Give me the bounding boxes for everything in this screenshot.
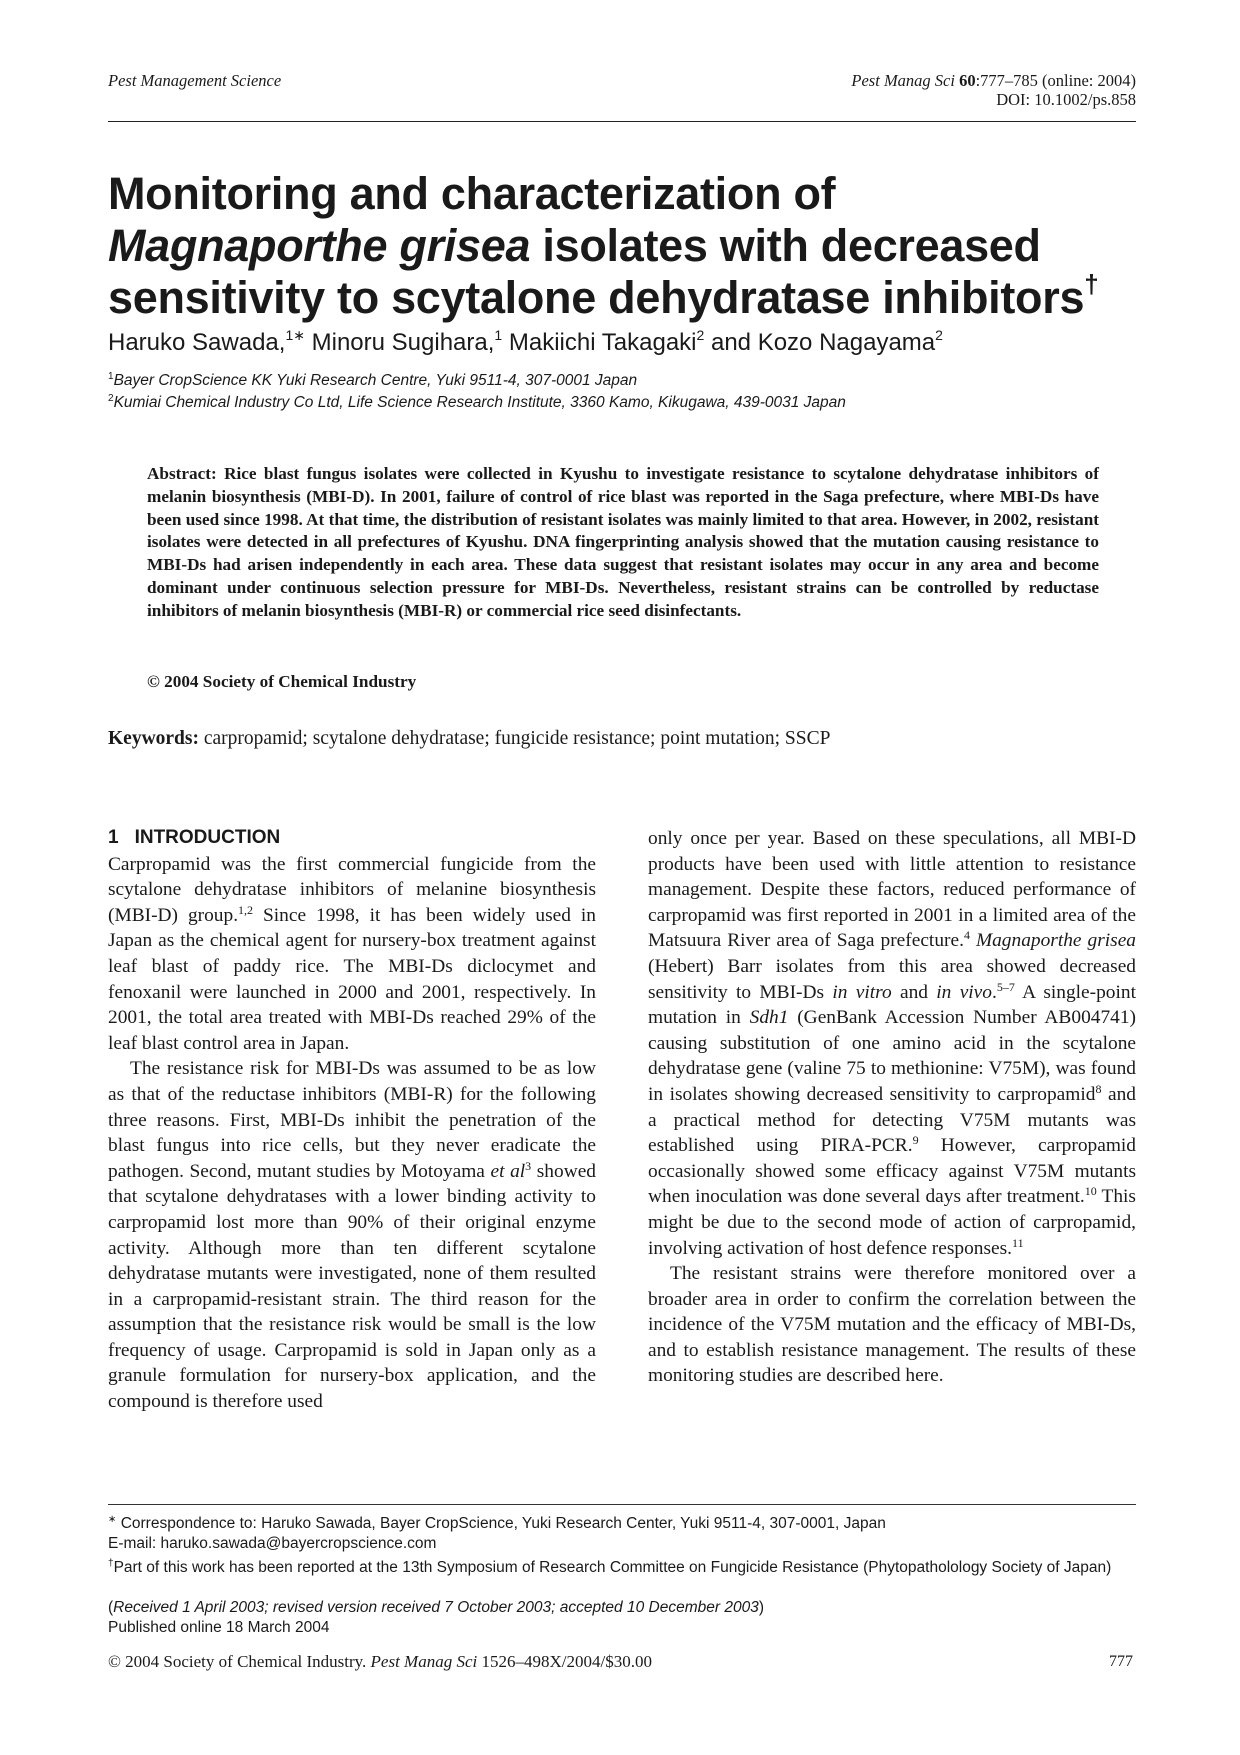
text-run: and [891, 981, 937, 1003]
footnote-presentation [108, 1558, 1136, 1578]
affiliation-mark: 2 [108, 393, 114, 404]
citation-ref: 10 [1084, 1184, 1097, 1199]
citation-ref: 9 [912, 1133, 919, 1148]
body-column-right [648, 826, 1136, 1389]
author-name: and Kozo Nagayama [704, 329, 936, 356]
text-run: . [992, 981, 997, 1003]
citation-line [851, 71, 1136, 90]
section-number: 1 [108, 827, 119, 848]
author-name: Minoru Sugihara, [304, 329, 495, 356]
author-name: Haruko Sawada, [108, 329, 286, 356]
text-run: However, carpropamid occasionally showed some efficacy against V75M mutants when inoculation was done several days after treatment. [648, 1135, 1136, 1208]
title-line-2: isolates with decreased [530, 220, 1041, 271]
text-run: Magnaporthe grisea [969, 930, 1136, 952]
author-affiliation-mark: 2 [696, 327, 705, 343]
keywords-text: carpropamid; scytalone dehydratase; fungicide resistance; point mutation; SSCP [199, 728, 831, 749]
title-dagger: † [1084, 269, 1099, 299]
citation-ref: 5–7 [996, 979, 1015, 994]
affiliation [108, 394, 846, 412]
header-rule [108, 121, 1136, 122]
footnote-mark: † [108, 1558, 114, 1569]
text-run: Received 1 April 2003; revised version received 7 October 2003; accepted 10 December 2003 [113, 1599, 759, 1616]
affiliation [108, 372, 637, 390]
running-header-journal: Pest Management Science [108, 71, 282, 90]
abstract-copyright: © 2004 Society of Chemical Industry [147, 672, 417, 691]
text-run: ) [758, 1599, 764, 1616]
text-run: Sdh1 [749, 1007, 789, 1029]
affiliation-text: Bayer CropScience KK Yuki Research Centre, Yuki 9511-4, 307-0001 Japan [113, 372, 638, 389]
text-run: only once per year. Based on these speculations, all MBI-D products have been used with little attention to resistance management. Despite these factors, reduced performance of carpropamid was first reported in 2001 in a limited area of the Matsuura River area of Saga prefecture. [648, 828, 1136, 952]
footnote-published: Published online 18 March 2004 [108, 1619, 330, 1636]
section-heading [108, 826, 596, 850]
text-run: et al [490, 1160, 526, 1182]
paragraph: The resistant strains were therefore monitored over a broader area in order to confirm the correlation between the incidence of the V75M mutation and the efficacy of MBI-Ds, and to establish resistance management. The results of these monitoring studies are described here. [648, 1263, 1136, 1387]
citation-ref: 8 [1095, 1081, 1102, 1096]
text-run: Pest Manag Sci [370, 1652, 478, 1671]
text-run: and a practical method for detecting V75M mutants was established using PIRA-PCR. [648, 1083, 1136, 1157]
author-affiliation-mark: 1∗ [285, 327, 305, 343]
text-run: Part of this work has been reported at the 13th Symposium of Research Committee on Fungicide Resistance (Phytopatholology Society of Japan) [113, 1559, 1112, 1576]
citation-ref: 3 [525, 1158, 532, 1173]
citation-volume: 60 [959, 71, 976, 90]
paragraph [108, 1056, 596, 1414]
text-run: Since 1998, it has been widely used in Japan as the chemical agent for nursery-box treatment against leaf blast of paddy rice. The MBI-Ds diclocymet and fenoxanil were launched in 2000 and 2001, respectively. In 2001, the total area treated with MBI-Ds reached 29% of the leaf blast control area in Japan. [108, 904, 596, 1054]
body-column-left [108, 826, 596, 1415]
author-list [108, 328, 943, 358]
text-run: 1526–498X/2004/$30.00 [477, 1652, 652, 1671]
text-run: in vivo [936, 981, 992, 1003]
paragraph [648, 826, 1136, 1261]
author-affiliation-mark: 1 [494, 327, 503, 343]
footnote-mark: ∗ [108, 1514, 117, 1525]
citation-ref: 11 [1012, 1235, 1024, 1250]
article-title [108, 168, 1148, 324]
text-run: (Hebert) Barr isolates from this area showed decreased sensitivity to MBI-Ds [648, 955, 1136, 1003]
text-run: Carpropamid was the first commercial fungicide from the scytalone dehydratase inhibitors of melanine biosynthesis (MBI-D) group. [108, 853, 596, 926]
text-run: showed that scytalone dehydratases with a lower binding activity to carpropamid lost more than 90% of their original enzyme activity. Although more than ten different scytalone dehydratase mutants were investigated, none of them resulted in a carpropamid-resistant strain. The third reason for the assumption that the resistance risk would be small is the low frequency of usage. Carpropamid is sold in Japan only as a granule formulation for nursery-box application, and the compound is therefore used [108, 1160, 596, 1413]
paragraph [108, 852, 596, 1057]
text-run: ( [108, 1599, 114, 1616]
title-species: Magnaporthe grisea [108, 220, 531, 271]
text-run: This might be due to the second mode of action of carpropamid, involving activation of host defence responses. [648, 1186, 1136, 1259]
page-footer-copyright [108, 1652, 652, 1672]
citation-ref: 4 [963, 928, 970, 943]
affiliation-text: Kumiai Chemical Industry Co Ltd, Life Science Research Institute, 3360 Kamo, Kikugawa, 439-0031 Japan [113, 394, 846, 411]
abstract: Abstract: Rice blast fungus isolates were collected in Kyushu to investigate resistance to scytalone dehydratase inhibitors of melanin biosynthesis (MBI-D). In 2001, failure of control of rice blast was reported in the Saga prefecture, where MBI-Ds have been used since 1998. At that time, the distribution of resistant isolates was mainly limited to that area. However, in 2002, resistant isolates were detected in all prefectures of Kyushu. DNA fingerprinting analysis showed that the mutation causing resistance to MBI-Ds had arisen independently in each area. These data suggest that resistant isolates may occur in any area and become dominant under continuous selection pressure for MBI-Ds. Nevertheless, resistant strains can be controlled by reductase inhibitors of melanin biosynthesis (MBI-R) or commercial rice seed disinfectants. [147, 464, 1099, 620]
citation-ref: 1,2 [238, 902, 254, 917]
keywords-label: Keywords: [108, 728, 199, 749]
text-run: The resistance risk for MBI-Ds was assumed to be as low as that of the reductase inhibitors (MBI-R) for the following three reasons. First, MBI-Ds inhibit the penetration of the blast fungus into rice cells, but they never eradicate the pathogen. Second, mutant studies by Motoyama [108, 1058, 596, 1182]
text-run: (GenBank Accession Number AB004741) causing substitution of one amino acid in the scytalone dehydratase gene (valine 75 to methionine: V75M), was found in isolates showing decreased sensitivity to carpropamid [648, 1007, 1136, 1105]
text-run: in vitro [832, 981, 892, 1003]
citation-journal: Pest Manag Sci [851, 71, 955, 90]
text-run: © 2004 Society of Chemical Industry. [108, 1652, 371, 1671]
text-run: A single-point mutation in [648, 981, 1136, 1029]
author-affiliation-mark: 2 [935, 327, 943, 343]
section-title: INTRODUCTION [134, 827, 281, 848]
affiliation-mark: 1 [108, 371, 114, 382]
citation-pages: :777–785 (online: 2004) [975, 71, 1136, 90]
footnote-correspondence [108, 1514, 1136, 1534]
text-run: Correspondence to: Haruko Sawada, Bayer CropScience, Yuki Research Center, Yuki 9511-4, 307-0001, Japan [116, 1515, 886, 1532]
running-header-citation [851, 71, 1136, 109]
title-line-1: Monitoring and characterization of [108, 168, 836, 219]
footnote-rule [108, 1504, 1136, 1505]
keywords [108, 728, 830, 750]
page-number: 777 [1109, 1653, 1133, 1670]
doi: DOI: 10.1002/ps.858 [996, 90, 1136, 109]
title-line-3: sensitivity to scytalone dehydratase inhibitors [108, 272, 1085, 323]
author-name: Makiichi Takagaki [502, 329, 697, 356]
footnote-received [108, 1598, 1136, 1618]
footnote-email: E-mail: haruko.sawada@bayercropscience.com [108, 1535, 437, 1552]
